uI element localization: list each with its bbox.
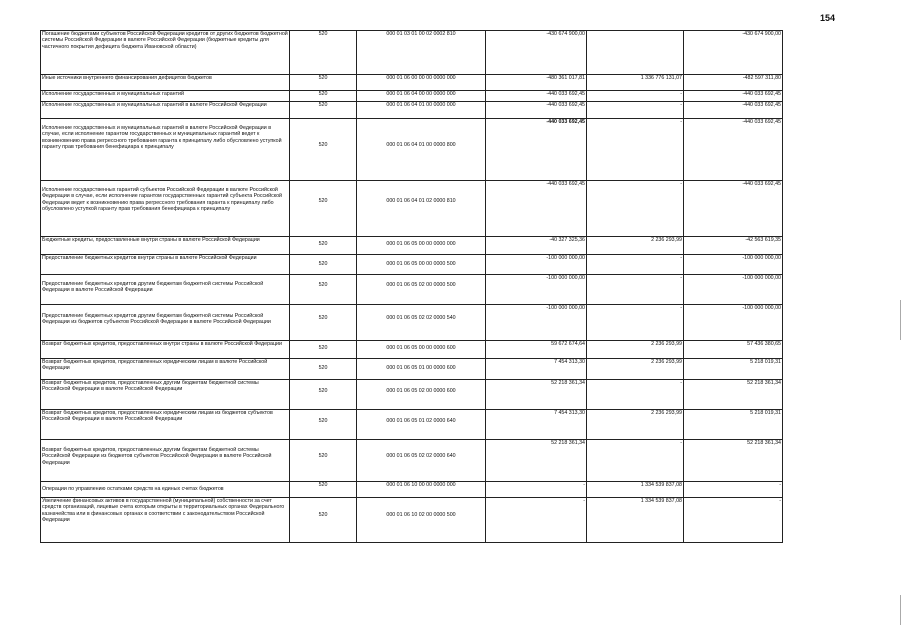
- total-value: -430 674 900,00: [684, 31, 783, 75]
- row-name: Операции по управлению остатками средств на единых счетах бюджетов: [41, 482, 290, 498]
- row-name: Возврат бюджетных кредитов, предоставленных другим бюджетам бюджетной системы Российской Федерации из бюджетов субъектов Российской Федерации в валюте Российской Федерации: [41, 440, 290, 482]
- table-row: [41, 380, 783, 410]
- budget-sources-table: [40, 30, 783, 543]
- table-row: [41, 237, 783, 255]
- plan-value: -40 327 325,36: [486, 237, 587, 255]
- budget-code: 000 01 06 05 00 00 0000 000: [357, 237, 486, 255]
- table-row: [41, 482, 783, 498]
- plan-value: -480 361 017,81: [486, 75, 587, 91]
- other-value: -: [587, 119, 684, 181]
- total-value: 5 218 019,31: [684, 410, 783, 440]
- row-name: Увеличение финансовых активов в государственной (муниципальной) собственности за счет средств организаций, лицевые счета которым открыты в территориальных органах Федерального казначейства или в финансовых органах в соответствии с законодательством Российской Федерации: [41, 498, 290, 543]
- row-name: Возврат бюджетных кредитов, предоставленных юридическим лицам из бюджетов субъектов Российской Федерации в валюте Российской Федерации: [41, 410, 290, 440]
- budget-code: 000 01 06 00 00 00 0000 000: [357, 75, 486, 91]
- row-name: Возврат бюджетных кредитов, предоставленных юридическим лицам в валюте Российской Федерации: [41, 359, 290, 380]
- table-row: [41, 498, 783, 543]
- plan-value: -440 033 692,45: [486, 119, 587, 181]
- admin-code: 520: [290, 305, 357, 341]
- table-row: [41, 181, 783, 237]
- admin-code: 520: [290, 440, 357, 482]
- budget-code: 000 01 06 05 02 00 0000 500: [357, 275, 486, 305]
- table-row: [41, 75, 783, 91]
- row-name: Предоставление бюджетных кредитов другим бюджетам бюджетной системы Российской Федерации в валюте Российской Федерации: [41, 275, 290, 305]
- budget-code: 000 01 06 10 00 00 0000 000: [357, 482, 486, 498]
- budget-code: 000 01 06 04 01 00 0000 000: [357, 102, 486, 119]
- admin-code: 520: [290, 102, 357, 119]
- table-row: [41, 341, 783, 359]
- budget-code: 000 01 06 10 02 00 0000 500: [357, 498, 486, 543]
- plan-value: -440 033 692,45: [486, 181, 587, 237]
- page-number: 154: [819, 13, 835, 23]
- other-value: -: [587, 275, 684, 305]
- total-value: 52 218 361,34: [684, 440, 783, 482]
- budget-code: 000 01 06 05 00 00 0000 500: [357, 255, 486, 275]
- total-value: -440 033 692,45: [684, 91, 783, 102]
- plan-value: -100 000 000,00: [486, 255, 587, 275]
- other-value: 1 334 539 837,08: [587, 498, 684, 543]
- row-name: Возврат бюджетных кредитов, предоставленных другим бюджетам бюджетной системы Российской Федерации в валюте Российской Федерации: [41, 380, 290, 410]
- admin-code: 520: [290, 119, 357, 181]
- row-name: Возврат бюджетных кредитов, предоставленных внутри страны в валюте Российской Федерации: [41, 341, 290, 359]
- other-value: 1 336 776 131,07: [587, 75, 684, 91]
- admin-code: 520: [290, 237, 357, 255]
- budget-code: 000 01 06 05 01 02 0000 640: [357, 410, 486, 440]
- total-value: -42 563 619,35: [684, 237, 783, 255]
- budget-code: 000 01 06 04 01 00 0000 800: [357, 119, 486, 181]
- admin-code: 520: [290, 482, 357, 498]
- plan-value: 52 218 361,34: [486, 440, 587, 482]
- table-row: [41, 359, 783, 380]
- row-name: Исполнение государственных и муниципальных гарантий в валюте Российской Федерации в случае, если исполнение гарантом государственных и муниципальных гарантий ведет к возникновению права регрессного требования гаранта к принципалу либо обусловлено уступкой гаранту прав требования бенефициара к принципалу: [41, 119, 290, 181]
- row-name: Исполнение государственных и муниципальных гарантий в валюте Российской Федерации: [41, 102, 290, 119]
- other-value: -: [587, 255, 684, 275]
- budget-code: 000 01 06 05 01 00 0000 600: [357, 359, 486, 380]
- budget-code: 000 01 06 05 02 02 0000 540: [357, 305, 486, 341]
- admin-code: 520: [290, 341, 357, 359]
- plan-value: -440 033 692,45: [486, 91, 587, 102]
- admin-code: 520: [290, 91, 357, 102]
- row-name: Погашение бюджетами субъектов Российской Федерации кредитов от других бюджетов бюджетной системы Российской Федерации в валюте Российской Федерации (бюджетные кредиты для частичного покрытия дефицита бюджета Ивановской области): [41, 31, 290, 75]
- admin-code: 520: [290, 410, 357, 440]
- table-row: [41, 119, 783, 181]
- admin-code: 520: [290, 255, 357, 275]
- total-value: 5 218 019,31: [684, 359, 783, 380]
- other-value: 1 334 539 837,08: [587, 482, 684, 498]
- table-row: [41, 440, 783, 482]
- table-row: [41, 275, 783, 305]
- total-value: -440 033 692,45: [684, 181, 783, 237]
- plan-value: 7 454 313,30: [486, 359, 587, 380]
- scan-artifact: [900, 300, 901, 340]
- budget-code: 000 01 06 05 02 02 0000 640: [357, 440, 486, 482]
- other-value: -: [587, 181, 684, 237]
- other-value: 2 236 293,99: [587, 359, 684, 380]
- row-name: Исполнение государственных и муниципальных гарантий: [41, 91, 290, 102]
- table-row: [41, 102, 783, 119]
- plan-value: -100 000 000,00: [486, 275, 587, 305]
- other-value: -: [587, 380, 684, 410]
- other-value: 2 236 293,99: [587, 341, 684, 359]
- total-value: -100 000 000,00: [684, 305, 783, 341]
- table-row: [41, 31, 783, 75]
- total-value: -100 000 000,00: [684, 275, 783, 305]
- row-name: Предоставление бюджетных кредитов другим бюджетам бюджетной системы Российской Федерации из бюджетов субъектов Российской Федерации в валюте Российской Федерации: [41, 305, 290, 341]
- budget-code: 000 01 06 04 00 00 0000 000: [357, 91, 486, 102]
- total-value: -: [684, 482, 783, 498]
- total-value: 52 218 361,34: [684, 380, 783, 410]
- other-value: 2 236 293,99: [587, 410, 684, 440]
- table-row: [41, 91, 783, 102]
- row-name: Предоставление бюджетных кредитов внутри страны в валюте Российской Федерации: [41, 255, 290, 275]
- row-name: Исполнение государственных гарантий субъектов Российской Федерации в валюте Российской Федерации в случае, если исполнение гарантом государственных гарантий субъекта Российской Федерации ведет к возникновению права регрессного требования гаранта к принципалу либо обусловлено уступкой гаранту прав требования бенефициара к принципалу: [41, 181, 290, 237]
- admin-code: 520: [290, 359, 357, 380]
- other-value: [587, 31, 684, 75]
- table-row: [41, 410, 783, 440]
- total-value: 57 436 380,65: [684, 341, 783, 359]
- admin-code: 520: [290, 498, 357, 543]
- plan-value: -: [486, 482, 587, 498]
- budget-code: 000 01 06 05 02 00 0000 600: [357, 380, 486, 410]
- scan-artifact: [900, 595, 901, 625]
- other-value: -: [587, 305, 684, 341]
- plan-value: -440 033 692,45: [486, 102, 587, 119]
- admin-code: 520: [290, 75, 357, 91]
- total-value: -440 033 692,45: [684, 119, 783, 181]
- other-value: -: [587, 91, 684, 102]
- plan-value: -100 000 000,00: [486, 305, 587, 341]
- other-value: -: [587, 440, 684, 482]
- plan-value: 52 218 361,34: [486, 380, 587, 410]
- total-value: -482 597 311,80: [684, 75, 783, 91]
- plan-value: 7 454 313,30: [486, 410, 587, 440]
- budget-code: 000 01 06 04 01 02 0000 810: [357, 181, 486, 237]
- table-row: [41, 255, 783, 275]
- admin-code: 520: [290, 31, 357, 75]
- row-name: Бюджетные кредиты, предоставленные внутри страны в валюте Российской Федерации: [41, 237, 290, 255]
- other-value: 2 236 293,99: [587, 237, 684, 255]
- admin-code: 520: [290, 181, 357, 237]
- other-value: -: [587, 102, 684, 119]
- budget-code: 000 01 06 05 00 00 0000 600: [357, 341, 486, 359]
- budget-code: 000 01 03 01 00 02 0002 810: [357, 31, 486, 75]
- total-value: -100 000 000,00: [684, 255, 783, 275]
- plan-value: -: [486, 498, 587, 543]
- plan-value: -430 674 900,00: [486, 31, 587, 75]
- row-name: Иные источники внутреннего финансирования дефицитов бюджетов: [41, 75, 290, 91]
- total-value: -440 033 692,45: [684, 102, 783, 119]
- plan-value: 59 672 674,64: [486, 341, 587, 359]
- admin-code: 520: [290, 380, 357, 410]
- total-value: -: [684, 498, 783, 543]
- admin-code: 520: [290, 275, 357, 305]
- table-row: [41, 305, 783, 341]
